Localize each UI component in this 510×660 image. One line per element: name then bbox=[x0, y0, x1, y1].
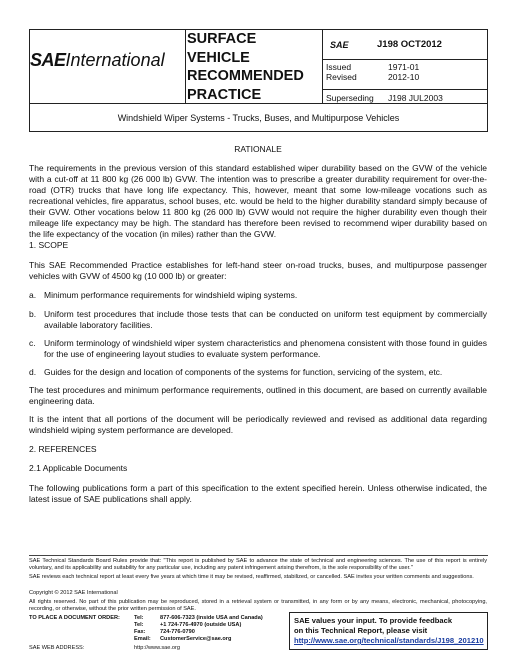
intent-paragraph: It is the intent that all portions of the document will be periodically reviewed and revised as additional data regarding windshield wiping system performance are developed. bbox=[29, 414, 487, 435]
sae-international-logo bbox=[30, 50, 165, 71]
list-item bbox=[29, 309, 487, 331]
title-line: PRACTICE bbox=[187, 86, 262, 103]
tel-label: Tel: bbox=[134, 615, 144, 621]
list-item-text: Uniform test procedures that include those tests that can be conducted on uniform test equipment by commercially available laboratory facilities. bbox=[44, 309, 487, 330]
scope-heading: 1. SCOPE bbox=[29, 240, 69, 250]
footer-copyright: Copyright © 2012 SAE International bbox=[29, 590, 118, 596]
revised-value: 2012-10 bbox=[388, 72, 420, 82]
list-item bbox=[29, 290, 487, 301]
footer-rules-text: SAE Technical Standards Board Rules provide that: "This report is published by SAE to advance the state of technical and engineering sciences. The use of this report is entirely voluntary, and its applicability and suitability for any particular use, including any patent infringement arising therefrom, is the sole responsibility of the user." bbox=[29, 558, 487, 571]
footer-review-text: SAE reviews each technical report at least every five years at which time it may be revised, reaffirmed, stabilized, or cancelled. SAE invites your written comments and suggestions. bbox=[29, 574, 474, 580]
header-divider bbox=[185, 30, 186, 103]
footer-rights-text: All rights reserved. No part of this publication may be reproduced, stored in a retrieval system or transmitted, in any form or by any means, electronic, mechanical, photocopying, recording, or otherwise, without the prior written permission of SAE. bbox=[29, 599, 487, 612]
list-item bbox=[29, 338, 487, 360]
logo-international-text: International bbox=[65, 50, 165, 70]
list-item-text: Uniform terminology of windshield wiper system characteristics and phenomena consistent with those found in guides for the use of engineering layout studies to evaluate system performance. bbox=[44, 338, 487, 359]
tel2-label: Tel: bbox=[134, 622, 144, 628]
title-line: VEHICLE bbox=[187, 49, 250, 66]
test-procedures-paragraph: The test procedures and minimum performance requirements, outlined in this document, are based on currently available engineering data. bbox=[29, 385, 487, 406]
feedback-line: on this Technical Report, please visit bbox=[294, 626, 428, 635]
revised-label: Revised bbox=[326, 72, 357, 82]
web-address-label: SAE WEB ADDRESS: bbox=[29, 645, 85, 651]
superseding-label: Superseding bbox=[326, 93, 374, 103]
email-label: Email: bbox=[134, 636, 151, 642]
list-item-label: c. bbox=[29, 338, 36, 348]
feedback-link[interactable]: http://www.sae.org/technical/standards/J198_201210 bbox=[294, 636, 484, 645]
feedback-line: SAE values your input. To provide feedback bbox=[294, 616, 453, 625]
list-item-label: d. bbox=[29, 367, 37, 377]
header-divider bbox=[322, 30, 323, 103]
list-item-label: b. bbox=[29, 309, 37, 319]
applicable-documents-heading: 2.1 Applicable Documents bbox=[29, 463, 128, 473]
order-label: TO PLACE A DOCUMENT ORDER: bbox=[29, 615, 120, 621]
logo-sae-text: SAE bbox=[30, 50, 66, 70]
fax-value: 724-776-0790 bbox=[160, 629, 195, 635]
references-heading: 2. REFERENCES bbox=[29, 444, 97, 454]
list-item bbox=[29, 367, 487, 378]
superseding-value: J198 JUL2003 bbox=[388, 93, 443, 103]
list-item-text: Guides for the design and location of components of the systems for function, servicing of the system, etc. bbox=[44, 367, 443, 377]
fax-label: Fax: bbox=[134, 629, 146, 635]
document-subtitle: Windshield Wiper Systems - Trucks, Buses, and Multipurpose Vehicles bbox=[29, 104, 488, 132]
email-link[interactable]: CustomerService@sae.org bbox=[160, 636, 232, 642]
document-id: J198 OCT2012 bbox=[377, 39, 442, 50]
document-type-title bbox=[187, 30, 304, 104]
issued-label: Issued bbox=[326, 62, 352, 72]
tel-value: 877-606-7323 (inside USA and Canada) bbox=[160, 615, 263, 621]
rationale-paragraph: The requirements in the previous version of this standard established wiper durability based on the GVW of the vehicle with a cut-off at 11 800 kg (26 000 lb) GVW. The intention was to prescribe a greater durability requirement for over-the-road (OTR) trucks that have long life expectancy. This, however, meant that some low-mileage vocations such as recreational vehicles, fire apparatus, school buses, etc. would be held to the higher durability standard simply because of their GVW. Other vocations below 11 800 kg (26 000 lb) GVW would not require the higher durability even though their mileage life expectancy may be high. The standard has therefore been revised to recommend wiper durability based on the life expectancy of the vocation (in miles) rather than the GVW. bbox=[29, 163, 487, 239]
web-address-link[interactable]: http://www.sae.org bbox=[134, 645, 181, 651]
feedback-box bbox=[289, 612, 488, 650]
issued-value: 1971-01 bbox=[388, 62, 420, 72]
sae-small-logo: SAE bbox=[330, 40, 349, 50]
rationale-heading: RATIONALE bbox=[234, 144, 282, 154]
applicable-documents-paragraph: The following publications form a part of this specification to the extent specified herein. Unless otherwise indicated, the latest issue of SAE publications shall apply. bbox=[29, 483, 487, 504]
header-rule bbox=[322, 89, 487, 90]
header-rule bbox=[322, 59, 487, 60]
list-item-label: a. bbox=[29, 290, 37, 300]
scope-paragraph: This SAE Recommended Practice establishes for left-hand steer on-road trucks, buses, and multipurpose passenger vehicles with GVW of 4500 kg (10 000 lb) or greater: bbox=[29, 260, 487, 281]
title-line: SURFACE bbox=[187, 31, 257, 47]
title-line: RECOMMENDED bbox=[187, 68, 304, 84]
tel2-value: +1 724-776-4970 (outside USA) bbox=[160, 622, 242, 628]
footer-divider bbox=[29, 555, 488, 556]
list-item-text: Minimum performance requirements for windshield wiping systems. bbox=[44, 290, 298, 300]
